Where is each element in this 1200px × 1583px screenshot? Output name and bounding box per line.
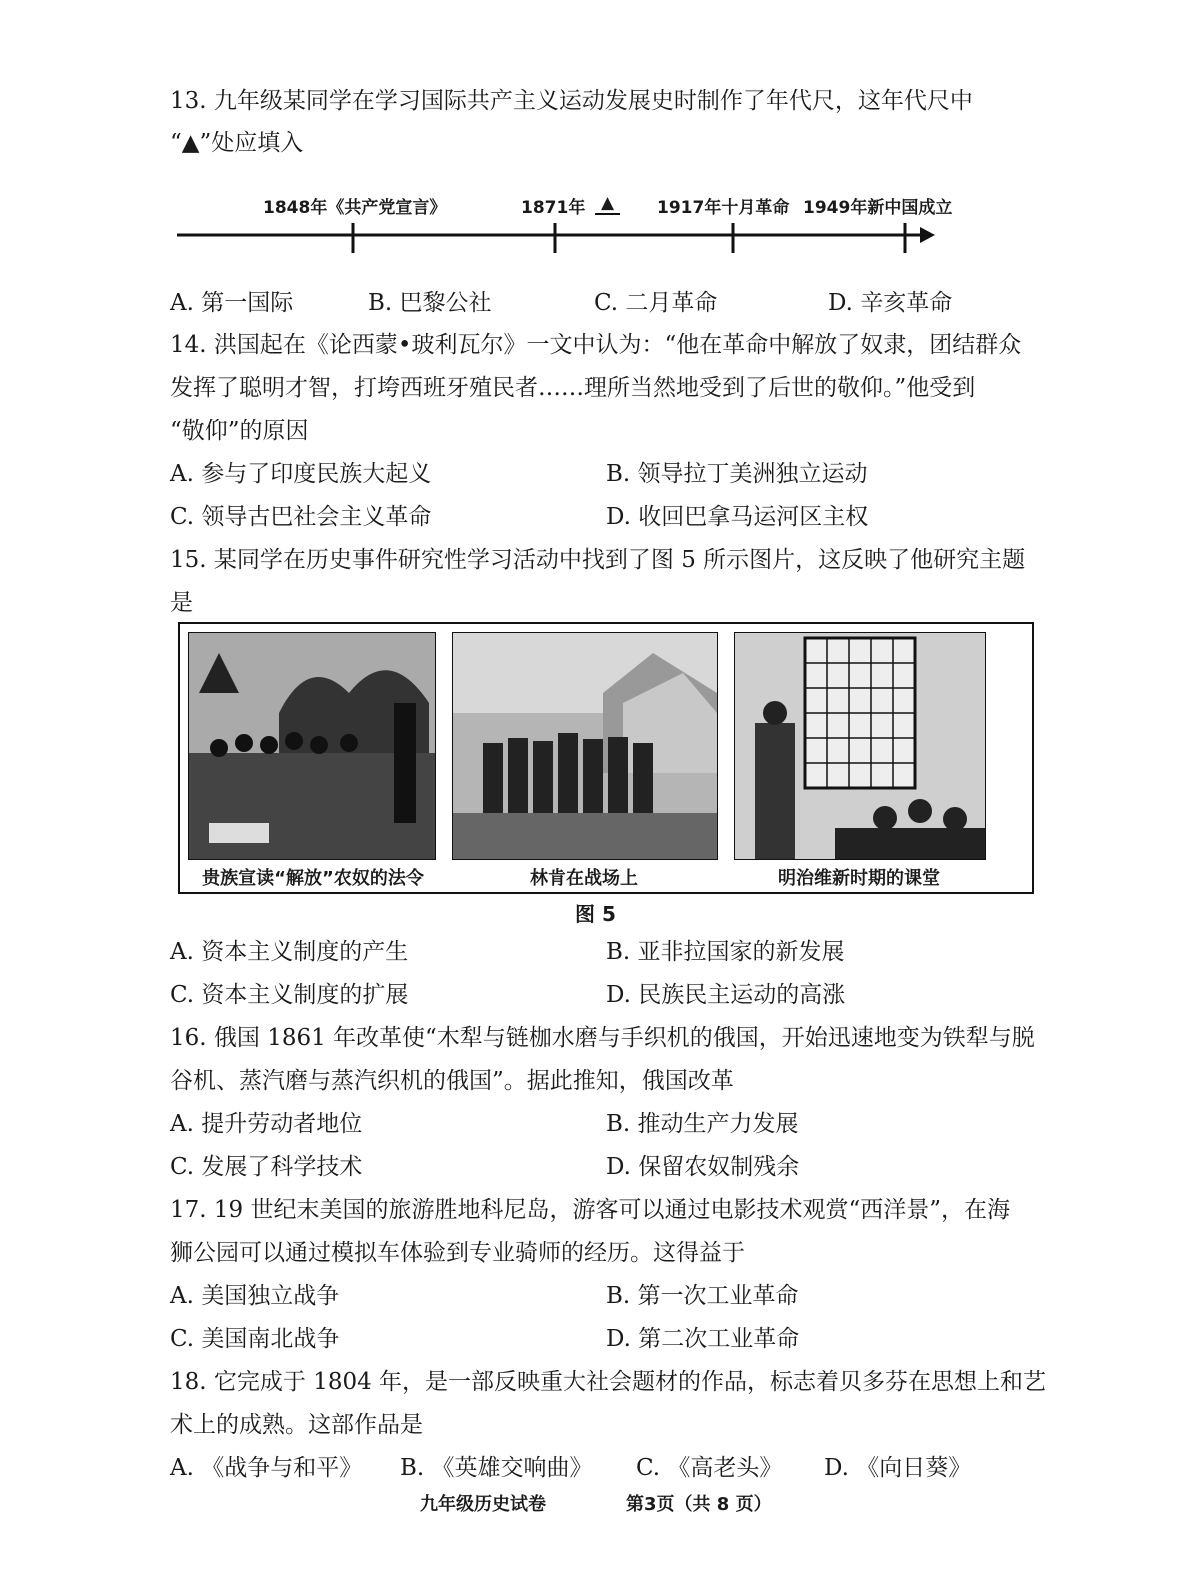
q14-stem-line1: 14. 洪国起在《论西蒙•玻利瓦尔》一文中认为：“他在革命中解放了奴隶，团结群众 <box>170 332 1022 358</box>
q16-option-c: C. 发展了科学技术 <box>170 1154 363 1180</box>
picture-serf-emancipation <box>188 632 436 860</box>
q14-option-b: B. 领导拉丁美洲独立运动 <box>606 461 868 487</box>
q18-stem-line2: 术上的成熟。这部作品是 <box>170 1412 423 1438</box>
classroom-photo <box>735 633 985 859</box>
timeline <box>175 185 953 265</box>
q16-stem-line1: 16. 俄国 1861 年改革使“木犁与链枷水磨与手织机的俄国，开始迅速地变为铁犁与脱 <box>170 1025 1035 1051</box>
figure-5 <box>178 622 1034 894</box>
q17-option-b: B. 第一次工业革命 <box>606 1283 799 1309</box>
timeline-blank-triangle: ▲ <box>595 193 620 215</box>
q18-option-d: D. 《向日葵》 <box>824 1455 972 1481</box>
footer-exam-title: 九年级历史试卷 <box>420 1494 546 1515</box>
battlefield-photo <box>453 633 717 859</box>
q15-option-a: A. 资本主义制度的产生 <box>170 939 409 965</box>
q13-option-b: B. 巴黎公社 <box>368 290 492 316</box>
q13-stem-line1: 13. 九年级某同学在学习国际共产主义运动发展史时制作了年代尺，这年代尺中 <box>170 88 973 114</box>
q18-option-b: B. 《英雄交响曲》 <box>400 1455 593 1481</box>
timeline-label-1949: 1949年新中国成立 <box>803 198 953 218</box>
q14-stem-line2: 发挥了聪明才智，打垮西班牙殖民者……理所当然地受到了后世的敬仰。”他受到 <box>170 375 976 401</box>
engraving-illustration <box>189 633 435 859</box>
q16-option-a: A. 提升劳动者地位 <box>170 1111 363 1137</box>
timeline-arrow <box>920 227 935 243</box>
q17-stem-line2: 狮公园可以通过模拟车体验到专业骑师的经历。这得益于 <box>170 1240 745 1266</box>
q18-stem-line1: 18. 它完成于 1804 年，是一部反映重大社会题材的作品，标志着贝多芬在思想上和艺 <box>170 1369 1047 1395</box>
q15-option-d: D. 民族民主运动的高涨 <box>606 982 846 1008</box>
q17-option-c: C. 美国南北战争 <box>170 1326 340 1352</box>
timeline-label-1871: 1871年 <box>521 198 586 218</box>
figure-title: 图 5 <box>575 902 616 926</box>
q16-stem-line2: 谷机、蒸汽磨与蒸汽织机的俄国”。据此推知，俄国改革 <box>170 1068 734 1094</box>
q14-option-c: C. 领导古巴社会主义革命 <box>170 504 432 530</box>
q17-stem-line1: 17. 19 世纪末美国的旅游胜地科尼岛，游客可以通过电影技术观赏“西洋景”，在海 <box>170 1197 1010 1223</box>
picture-meiji-classroom <box>734 632 986 860</box>
q17-option-d: D. 第二次工业革命 <box>606 1326 800 1352</box>
picture-lincoln-battlefield <box>452 632 718 860</box>
q18-option-c: C. 《高老头》 <box>636 1455 783 1481</box>
q15-option-b: B. 亚非拉国家的新发展 <box>606 939 845 965</box>
q13-option-c: C. 二月革命 <box>594 290 718 316</box>
q15-stem-line2: 是 <box>170 590 193 616</box>
footer-page-number: 第3页（共 8 页） <box>626 1494 772 1515</box>
caption-meiji-classroom: 明治维新时期的课堂 <box>778 868 940 889</box>
caption-lincoln-battlefield: 林肯在战场上 <box>530 868 638 889</box>
q17-option-a: A. 美国独立战争 <box>170 1283 340 1309</box>
q14-option-a: A. 参与了印度民族大起义 <box>170 461 432 487</box>
q13-option-a: A. 第一国际 <box>170 290 294 316</box>
timeline-label-1848: 1848年《共产党宣言》 <box>263 198 447 218</box>
q15-stem-line1: 15. 某同学在历史事件研究性学习活动中找到了图 5 所示图片，这反映了他研究主题 <box>170 547 1026 573</box>
timeline-label-1917: 1917年十月革命 <box>657 198 790 218</box>
q15-option-c: C. 资本主义制度的扩展 <box>170 982 409 1008</box>
caption-serf-emancipation: 贵族宣读“解放”农奴的法令 <box>202 868 424 889</box>
q16-option-d: D. 保留农奴制残余 <box>606 1154 800 1180</box>
q13-stem-line2: “▲”处应填入 <box>170 130 304 156</box>
q13-option-d: D. 辛亥革命 <box>828 290 953 316</box>
q14-option-d: D. 收回巴拿马运河区主权 <box>606 504 869 530</box>
q16-option-b: B. 推动生产力发展 <box>606 1111 799 1137</box>
q18-option-a: A. 《战争与和平》 <box>170 1455 363 1481</box>
q14-stem-line3: “敬仰”的原因 <box>170 418 309 444</box>
